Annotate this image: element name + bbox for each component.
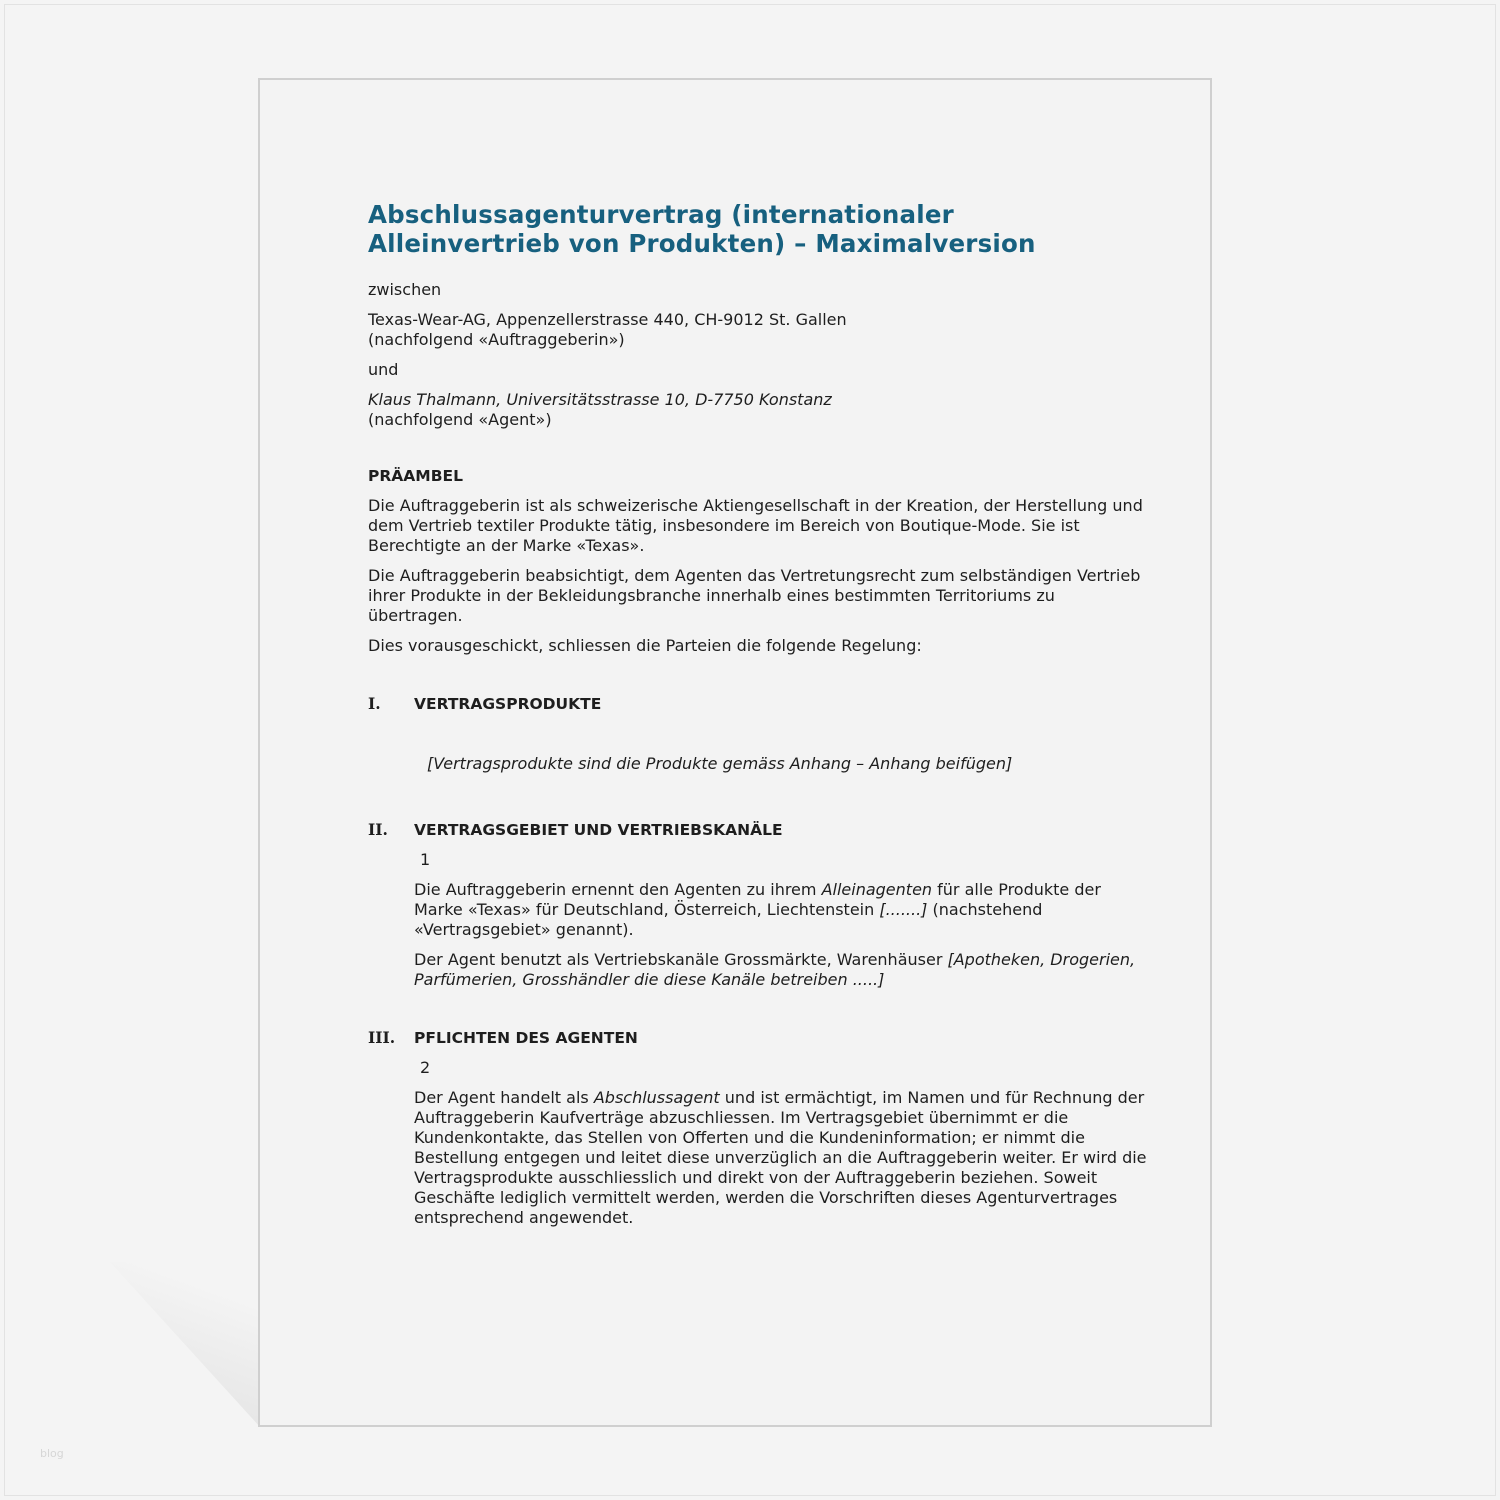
and-label: und [368,360,399,379]
document-title [368,200,1148,258]
text-run: Die Auftraggeberin ernennt den Agenten zu ihrem [414,880,822,899]
party1-role: (nachfolgend «Auftraggeberin») [368,330,625,349]
between-label: zwischen [368,280,442,299]
section-number: III. [368,1028,396,1047]
text-run: und ist ermächtigt, im Namen und für Rechnung der Auftraggeberin Kaufverträge abzuschliessen. Im Vertragsgebiet übernimmt er die Kundenkontakte, das Stellen von Offerten und die Kundeninformation; er nimmt die Bestellung entgegen und leitet diese unverzüglich an die Auftraggeberin weiter. Er wird die Vertragsprodukte ausschliesslich und direkt von der Auftraggeberin beziehen. Soweit Geschäfte lediglich vermittelt werden, werden die Vorschriften dieses Agenturvertrages entsprechend angewendet. [414,1088,1147,1227]
text-run: für alle Produkte der Marke «Texas» für Deutschland, Österreich, Liechtenstein [414,880,1101,919]
paragraph-number: 1 [420,850,431,869]
title-line-1: Abschlussagenturvertrag (internationaler [368,200,954,229]
emphasis-text: Abschlussagent [593,1088,720,1107]
party2-role: (nachfolgend «Agent») [368,410,552,429]
section-pflichten [368,1028,1148,1228]
page-curl-shadow [110,1262,260,1427]
party1-address: Texas-Wear-AG, Appenzellerstrasse 440, CH-9012 St. Gallen [368,310,847,329]
watermark: blog [40,1447,64,1460]
section-vertragsprodukte [368,694,1148,774]
section-heading [368,820,1148,840]
document-content [368,200,1148,1238]
section-title: VERTRAGSGEBIET UND VERTRIEBSKANÄLE [414,821,783,839]
emphasis-text: [Apotheken, Drogerien, Parfümerien, Grosshändler die diese Kanäle betreiben .....] [414,950,1136,989]
paragraph-number: 2 [420,1058,431,1077]
placeholder-note: [Vertragsprodukte sind die Produkte gemäss Anhang – Anhang beifügen] [427,754,1013,773]
text-run: Der Agent benutzt als Vertriebskanäle Grossmärkte, Warenhäuser [414,950,948,969]
text-run: Der Agent handelt als [414,1088,594,1107]
party2-address: Klaus Thalmann, Universitätsstrasse 10, D-7750 Konstanz [368,390,832,409]
preamble [368,466,1148,656]
section-heading [368,1028,1148,1048]
title-line-2: Alleinvertrieb von Produkten) – Maximalversion [368,229,1036,258]
parties-block [368,280,1148,430]
section-number: I. [368,694,381,713]
preamble-paragraph: Die Auftraggeberin beabsichtigt, dem Agenten das Vertretungsrecht zum selbständigen Vertrieb ihrer Produkte in der Bekleidungsbranche innerhalb eines bestimmten Territoriums zu übertragen. [368,566,1141,625]
section-number: II. [368,820,388,839]
text-run: (nachstehend «Vertragsgebiet» genannt). [414,900,1043,939]
section-paragraph [414,950,1148,990]
preamble-paragraph: Die Auftraggeberin ist als schweizerische Aktiengesellschaft in der Kreation, der Herstellung und dem Vertrieb textiler Produkte tätig, insbesondere im Bereich von Boutique-Mode. Sie ist Berechtigte an der Marke «Texas». [368,496,1143,555]
section-heading [368,694,1148,714]
document-page [258,78,1212,1427]
emphasis-text: [.......] [879,900,928,919]
section-vertragsgebiet [368,820,1148,990]
section-title: PFLICHTEN DES AGENTEN [414,1029,638,1047]
emphasis-text: Alleinagenten [821,880,933,899]
section-paragraph [414,880,1148,940]
preamble-paragraph: Dies vorausgeschickt, schliessen die Parteien die folgende Regelung: [368,636,922,655]
section-paragraph [414,1088,1148,1228]
section-title: VERTRAGSPRODUKTE [414,695,602,713]
preamble-heading: PRÄAMBEL [368,467,463,485]
